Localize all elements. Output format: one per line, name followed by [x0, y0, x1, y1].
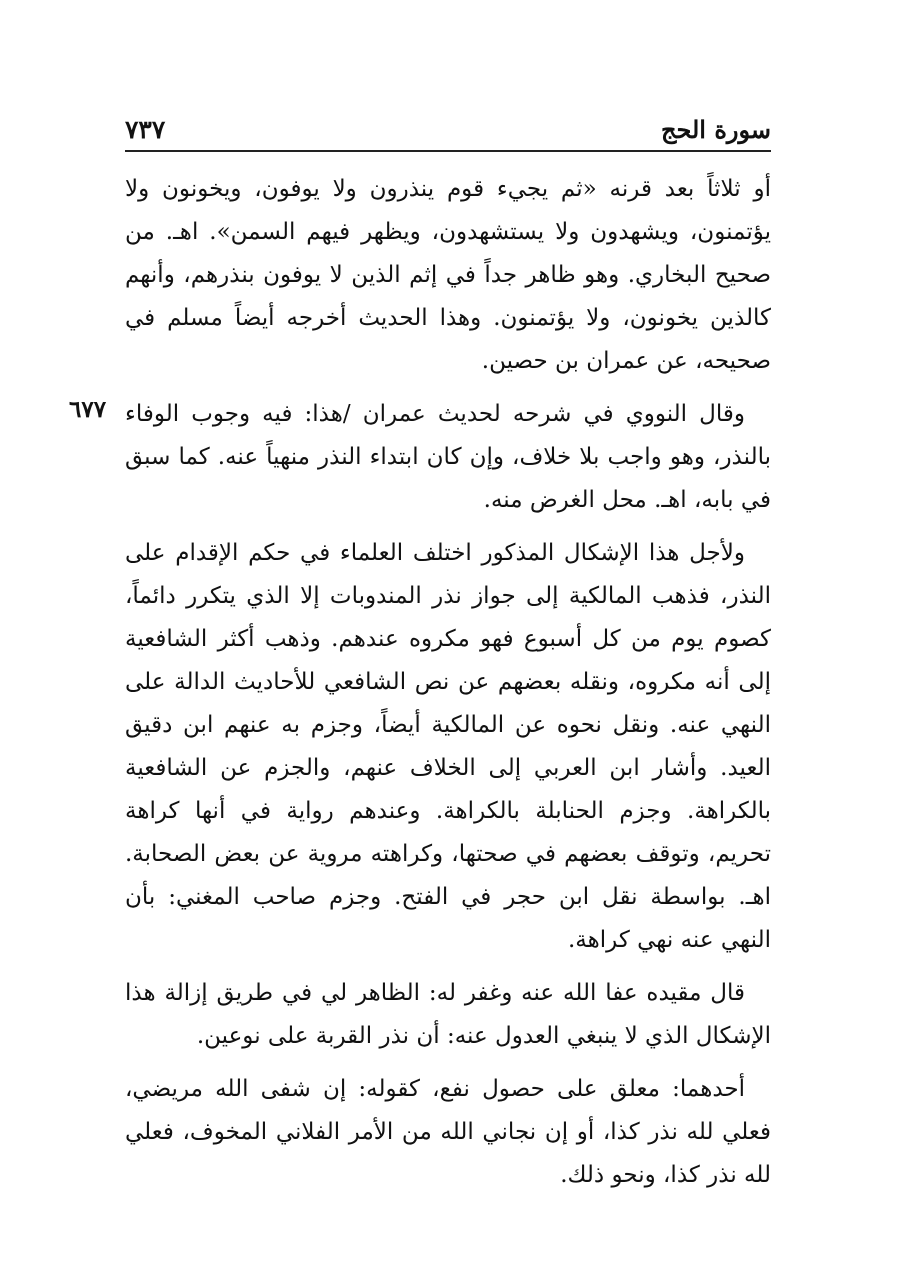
page-header — [125, 112, 771, 152]
paragraph-4: قال مقيده عفا الله عنه وغفر له: الظاهر لي في طريق إزالة هذا الإشكال الذي لا ينبغي العدول عنه: أن نذر القربة على نوعين. — [125, 980, 771, 1049]
page-number: ٧٣٧ — [125, 115, 166, 144]
page-body — [125, 168, 771, 1207]
paragraph-1: أو ثلاثاً بعد قرنه «ثم يجيء قوم ينذرون ولا يوفون، ويخونون ولا يؤتمنون، ويشهدون ولا يستشهدون، ويظهر فيهم السمن». اهـ. من صحيح البخاري. وهو ظاهر جداً في إثم الذين لا يوفون بنذرهم، وأنهم كالذين يخونون، ولا يؤتمنون. وهذا الحديث أخرجه أيضاً مسلم في صحيحه، عن عمران بن حصين. — [125, 176, 771, 374]
paragraph-3: ولأجل هذا الإشكال المذكور اختلف العلماء في حكم الإقدام على النذر، فذهب المالكية إلى جواز نذر المندوبات إلا الذي يتكرر دائماً، كصوم يوم من كل أسبوع فهو مكروه عندهم. وذهب أكثر الشافعية إلى أنه مكروه، ونقله بعضهم عن نص الشافعي للأحاديث الدالة على النهي عنه. ونقل نحوه عن المالكية أيضاً، وجزم به عنهم ابن دقيق العيد. وأشار ابن العربي إلى الخلاف عنهم، والجزم عن الشافعية بالكراهة. وجزم الحنابلة بالكراهة. وعندهم رواية في أنها كراهة تحريم، وتوقف بعضهم في صحتها، وكراهته مروية عن بعض الصحابة. اهـ. بواسطة نقل ابن حجر في الفتح. وجزم صاحب المغني: بأن النهي عنه نهي كراهة. — [125, 540, 771, 953]
header-divider — [125, 150, 771, 152]
surah-title: سورة الحج — [661, 115, 771, 144]
paragraph-5: أحدهما: معلق على حصول نفع، كقوله: إن شفى الله مريضي، فعلي لله نذر كذا، أو إن نجاني الله من الأمر الفلاني المخوف، فعلي لله نذر كذا، ونحو ذلك. — [125, 1076, 771, 1188]
paragraph-2: وقال النووي في شرحه لحديث عمران /هذا: فيه وجوب الوفاء بالنذر، وهو واجب بلا خلاف، وإن كان ابتداء النذر منهياً عنه. كما سبق في بابه، اهـ. محل الغرض منه. — [125, 401, 771, 513]
margin-page-number: ٦٧٧ — [69, 396, 107, 423]
